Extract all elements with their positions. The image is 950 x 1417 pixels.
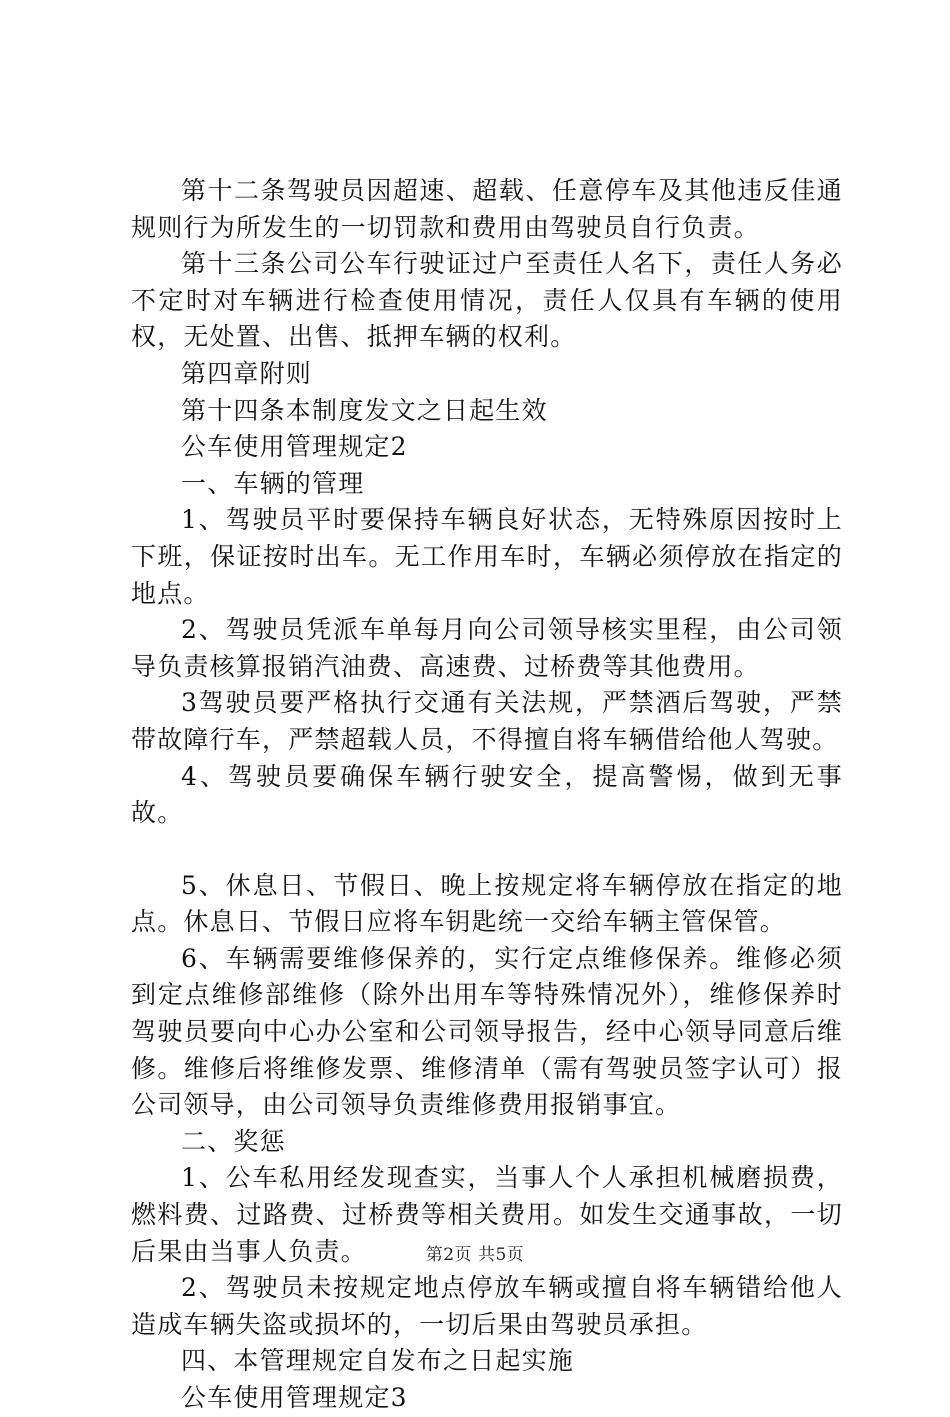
- section-title-3: 公车使用管理规定3: [181, 1383, 408, 1412]
- list-item-6: 6、车辆需要维修保养的，实行定点维修保养。维修必须到定点维修部维修（除外出用车等特殊情况外），维修保养时驾驶员要向中心办公室和公司领导报告，经中心领导同意后维修。维修后将维修发票、维修清单（需有驾驶员签字认可）报公司领导，由公司领导负责维修费用报销事宜。: [131, 943, 843, 1120]
- list-item-3: 3驾驶员要严格执行交通有关法规，严禁酒后驾驶，严禁带故障行车，严禁超载人员，不得擅自将车辆借给他人驾驶。: [131, 688, 843, 754]
- document-body: [131, 173, 843, 1417]
- list-item-2: 2、驾驶员凭派车单每月向公司领导核实里程，由公司领导负责核算报销汽油费、高速费、过桥费等其他费用。: [131, 615, 843, 681]
- subheading-vehicle-management: 一、车辆的管理: [181, 468, 365, 498]
- blank-line: [131, 832, 843, 868]
- section-title-2: 公车使用管理规定2: [181, 432, 408, 462]
- paragraph-article-12: 第十二条驾驶员因超速、超载、任意停车及其他违反佳通规则行为所发生的一切罚款和费用由驾驶员自行负责。: [131, 176, 843, 242]
- subheading-rewards-penalties: 二、奖惩: [181, 1126, 286, 1156]
- list-item-5: 5、休息日、节假日、晚上按规定将车辆停放在指定的地点。休息日、节假日应将车钥匙统一交给车辆主管保管。: [131, 870, 843, 937]
- subheading-effective-date: 四、本管理规定自发布之日起实施: [181, 1346, 575, 1376]
- list-item-1: 1、驾驶员平时要保持车辆良好状态，无特殊原因按时上下班，保证按时出车。无工作用车时，车辆必须停放在指定的地点。: [131, 505, 843, 608]
- paragraph-article-14: 第十四条本制度发文之日起生效: [181, 395, 548, 425]
- penalty-item-1: 1、公车私用经发现查实，当事人个人承担机械磨损费，燃料费、过路费、过桥费等相关费用。如发生交通事故，一切后果由当事人负责。: [131, 1163, 843, 1266]
- list-item-4: 4、驾驶员要确保车辆行驶安全，提高警惕，做到无事故。: [131, 761, 843, 828]
- page-number-footer: 第2页 共5页: [425, 1245, 525, 1265]
- penalty-item-2: 2、驾驶员未按规定地点停放车辆或擅自将车辆错给他人造成车辆失盗或损坏的，一切后果由驾驶员承担。: [131, 1273, 843, 1339]
- chapter-heading: 第四章附则: [181, 358, 313, 388]
- paragraph-article-13: 第十三条公司公车行驶证过户至责任人名下，责任人务必不定时对车辆进行检查使用情况，责任人仅具有车辆的使用权，无处置、出售、抵押车辆的权利。: [131, 249, 843, 352]
